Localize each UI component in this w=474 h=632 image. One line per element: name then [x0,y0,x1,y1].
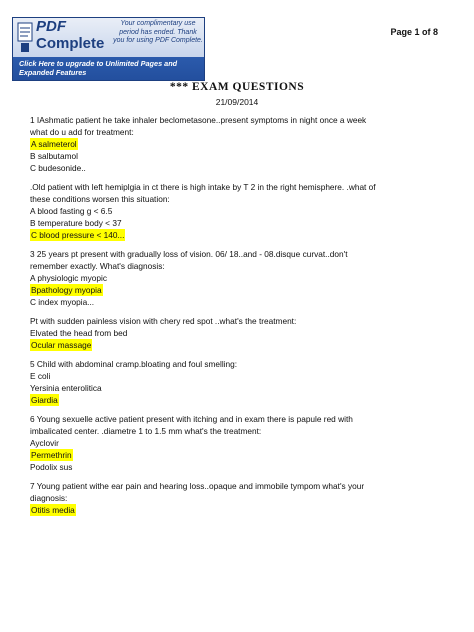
questions-list [30,114,450,523]
answer-option [30,296,450,308]
question-text: 1 IAshmatic patient he take inhaler beclometasone..present symptoms in night once a week [30,115,367,125]
answer-option-highlighted [30,138,450,150]
question-text: 6 Young sexuelle active patient present with itching and in exam there is papule red with [30,414,353,424]
answer-option-text: C blood pressure < 140... [31,230,125,240]
question-block [30,114,450,174]
answer-option-text: A salmeterol [31,139,77,149]
answer-option-text: Giardia [31,395,58,405]
answer-option [30,382,450,394]
answer-option [30,205,450,217]
question-text: imbalicated center. .diametre 1 to 1.5 mm what's the treatment: [30,426,262,436]
answer-option [30,217,450,229]
question-text: diagnosis: [30,493,68,503]
upgrade-link[interactable]: Click Here to upgrade to Unlimited Pages and Expanded Features [19,59,178,77]
banner-note: Your complimentary use period has ended. Thank you for using PDF Complete. [113,20,203,45]
answer-option-text: A blood fasting g < 6.5 [30,206,113,216]
banner-title-pdf: PDF [36,18,66,35]
question-text: these conditions worsen this situation: [30,194,170,204]
question-text: Pt with sudden painless vision with chery red spot ..what's the treatment: [30,316,297,326]
answer-option-text: Elvated the head from bed [30,328,128,338]
answer-option [30,150,450,162]
answer-option-text: Otitis media [31,505,75,515]
question-text: 3 25 years pt present with gradually loss of vision. 06/ 18..and - 08.disque curvat..don't [30,249,348,259]
answer-option-highlighted [30,504,450,516]
answer-option-text: B salbutamol [30,151,78,161]
pdf-complete-logo-icon [16,21,34,54]
answer-option-highlighted [30,339,450,351]
question-text: remember exactly. What's diagnosis: [30,261,165,271]
answer-option-text: B temperature body < 37 [30,218,122,228]
answer-option [30,327,450,339]
answer-option-text: C index myopia... [30,297,95,307]
answer-option-text: Podolix sus [30,462,73,472]
answer-option-text: A physiologic myopic [30,273,108,283]
question-block [30,315,450,351]
question-block [30,358,450,406]
question-text: 7 Young patient withe ear pain and hearing loss..opaque and immobile tympom what's your [30,481,365,491]
answer-option [30,272,450,284]
upgrade-banner[interactable] [12,17,205,81]
question-text: what do u add for treatment: [30,127,134,137]
question-block [30,413,450,473]
question-text: 5 Child with abdominal cramp.bloating and foul smelling: [30,359,238,369]
answer-option-text: Ayclovir [30,438,59,448]
answer-option-text: Yersinia enterolitica [30,383,102,393]
answer-option-highlighted [30,449,450,461]
question-block [30,181,450,241]
banner-header [13,18,204,57]
answer-option-highlighted [30,284,450,296]
answer-option-text: C budesonide.. [30,163,86,173]
document-date: 21/09/2014 [215,97,259,107]
answer-option-text: Bpathology myopia [31,285,102,295]
question-block [30,480,450,516]
answer-option-text: Ocular massage [31,340,92,350]
answer-option-highlighted [30,394,450,406]
answer-option [30,370,450,382]
answer-option-highlighted [30,229,450,241]
question-text: .Old patient with left hemiplgia in ct there is high intake by T 2 in the right hemisphere. .what of [30,182,376,192]
banner-title-complete: Complete [36,35,105,52]
answer-option-text: E coli [30,371,51,381]
answer-option [30,162,450,174]
page-number: Page 1 of 8 [390,27,438,37]
question-block [30,248,450,308]
document-title: *** EXAM QUESTIONS [169,81,305,93]
answer-option-text: Permethrin [31,450,72,460]
answer-option [30,461,450,473]
answer-option [30,437,450,449]
